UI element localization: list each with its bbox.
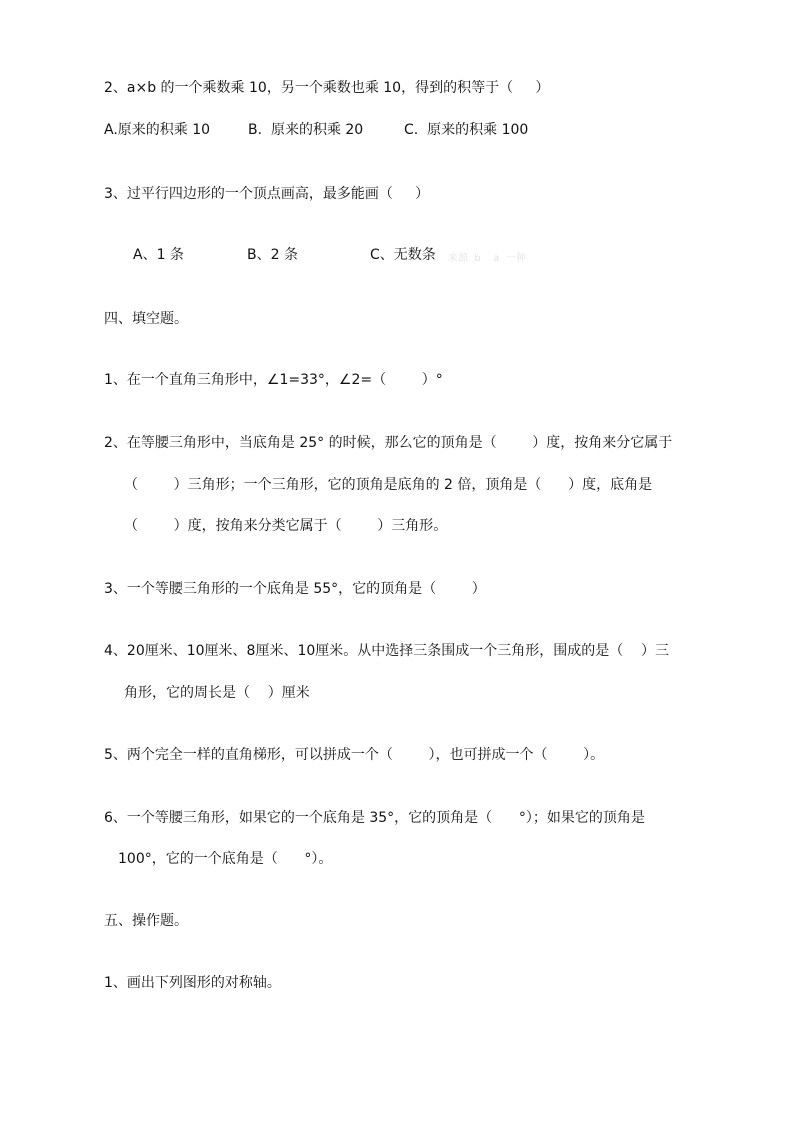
question-4-2-line-3: （ ）度，按角来分类它属于（ ）三角形。 — [124, 518, 448, 534]
question-4-2-line-2: （ ）三角形；一个三角形，它的顶角是底角的 2 倍，顶角是（ ）度，底角是 — [124, 477, 653, 493]
question-3-3-option-b: B、2 条 — [247, 247, 298, 263]
question-5-1: 1、画出下列图形的对称轴。 — [104, 975, 281, 991]
question-3-2-option-b: B. 原来的积乘 20 — [248, 122, 364, 138]
question-3-3-stem: 3、过平行四边形的一个顶点画高，最多能画（ ） — [104, 186, 430, 202]
section-4-title: 四、填空题。 — [104, 311, 188, 327]
question-3-3-option-c: C、无数条 — [370, 247, 436, 263]
question-4-4-line-2: 角形，它的周长是（ ）厘米 — [124, 685, 310, 701]
section-5-title: 五、操作题。 — [104, 913, 188, 929]
question-4-2-line-1: 2、在等腰三角形中，当底角是 25° 的时候，那么它的顶角是（ ）度，按角来分它属于 — [104, 435, 673, 451]
question-3-2-option-a: A.原来的积乘 10 — [104, 122, 211, 138]
question-4-4-line-1: 4、20厘米、10厘米、8厘米、10厘米。从中选择三条围成一个三角形，围成的是（ ）三 — [104, 643, 670, 659]
question-4-1: 1、在一个直角三角形中，∠1=33°，∠2=（ ）° — [104, 372, 443, 388]
question-3-3-option-a: A、1 条 — [133, 247, 184, 263]
question-4-3: 3、一个等腰三角形的一个底角是 55°，它的顶角是（ ） — [104, 581, 486, 597]
question-4-6-line-1: 6、一个等腰三角形，如果它的一个底角是 35°，它的顶角是（ °）；如果它的顶角是 — [104, 810, 645, 826]
question-4-6-line-2: 100°，它的一个底角是（ °）。 — [118, 851, 333, 867]
faint-watermark-text: 来源 b a 一种 — [448, 253, 526, 264]
question-3-2-stem: 2、a×b 的一个乘数乘 10，另一个乘数也乘 10，得到的积等于（ ） — [104, 80, 550, 96]
question-4-5: 5、两个完全一样的直角梯形，可以拼成一个（ ），也可拼成一个（ ）。 — [104, 747, 605, 763]
question-3-2-option-c: C. 原来的积乘 100 — [404, 122, 529, 138]
